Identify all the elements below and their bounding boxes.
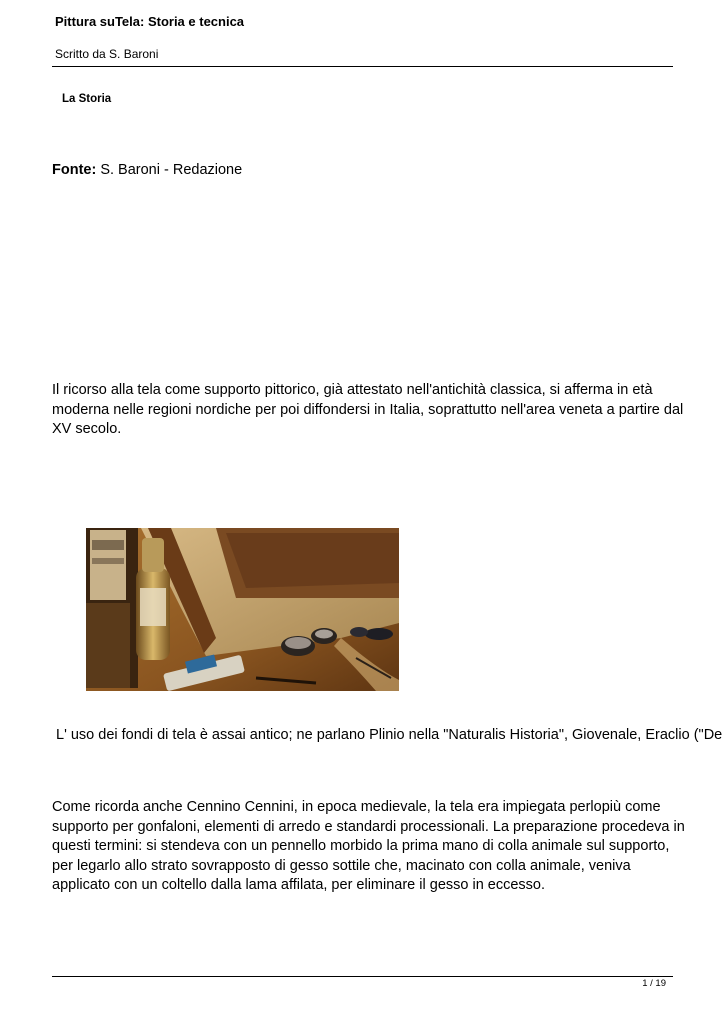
section-title: La Storia — [62, 93, 112, 105]
paragraph-ancient-use: L' uso dei fondi di tela è assai antico; ne parlano Plinio nella "Naturalis Historia", Giovenale, Eraclio ("De — [56, 727, 723, 743]
source-line — [52, 162, 242, 178]
paragraph-cennini: Come ricorda anche Cennino Cennini, in epoca medievale, la tela era impiegata perlopiù come supporto per gonfaloni, elementi di arredo e standardi processionali. La preparazione procedeva in questi termini: si stendeva con un pennello morbido la prima mano di colla animale sul supporto, per legarlo allo strato sovrapposto di gesso sottile che, macinato con colla animale, veniva applicato con un coltello dalla lama affilata, per eliminare il gesso in eccesso. — [52, 799, 685, 893]
document-title: Pittura suTela: Storia e tecnica — [55, 14, 245, 29]
paragraph-intro: Il ricorso alla tela come supporto pittorico, già attestato nell'antichità classica, si afferma in età moderna nelle regioni nordiche per poi diffondersi in Italia, soprattutto nell'area veneta a partire dal XV secolo. — [52, 382, 684, 437]
source-value: S. Baroni - Redazione — [96, 162, 243, 178]
header-divider — [52, 66, 673, 67]
author-line: Scritto da S. Baroni — [55, 47, 159, 61]
page-number: 1 / 19 — [642, 978, 666, 989]
source-label: Fonte: — [52, 162, 97, 178]
painting-materials-photo — [86, 528, 399, 691]
footer-divider — [52, 976, 673, 977]
